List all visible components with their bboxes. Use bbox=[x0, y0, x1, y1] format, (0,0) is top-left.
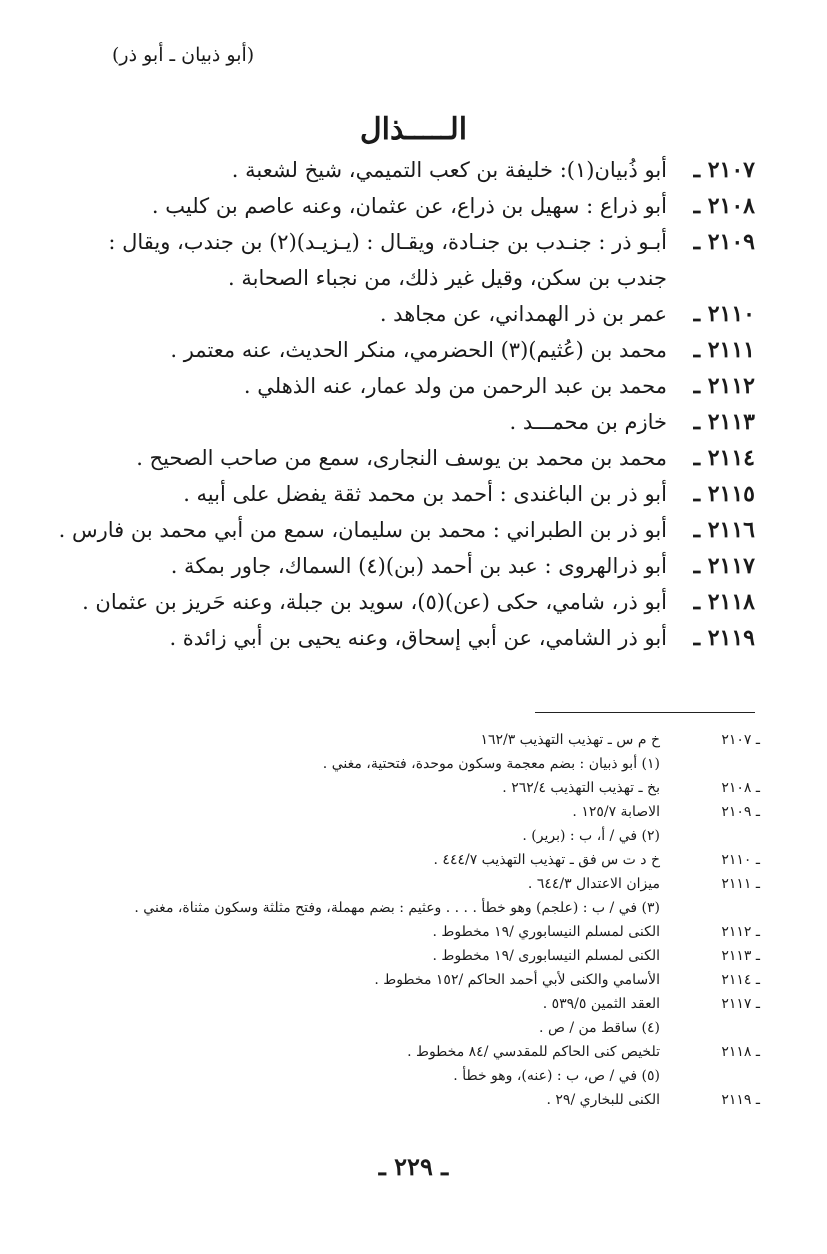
footnote-text: بخ ـ تهذيب التهذيب ٢٦٢/٤ . bbox=[502, 780, 660, 796]
footnote-line bbox=[120, 824, 760, 848]
footnote-text: الأسامي والكنى لأبي أحمد الحاكم /١٥٢ مخطوط . bbox=[374, 972, 660, 988]
entry-2117 bbox=[100, 548, 755, 584]
entry-text: خازم بن محمـــد . bbox=[509, 410, 667, 434]
entry-2114 bbox=[100, 440, 755, 476]
footnote-text: تلخيص كنى الحاكم للمقدسي /٨٤ مخطوط . bbox=[407, 1044, 660, 1060]
footnote-number bbox=[660, 824, 760, 848]
entry-2119 bbox=[100, 620, 755, 656]
footnote-number: ـ ٢١١٢ bbox=[721, 924, 760, 940]
footnote-line bbox=[120, 848, 760, 872]
entry-2111 bbox=[100, 332, 755, 368]
entry-number: ٢١١٣ ـ bbox=[693, 409, 755, 435]
footnote-line bbox=[120, 968, 760, 992]
footnote-text: (٢) في / أ، ب : (برير) . bbox=[522, 828, 660, 844]
entry-number: ٢١٠٧ ـ bbox=[693, 157, 755, 183]
footnote-text: خ م س ـ تهذيب التهذيب ١٦٢/٣ bbox=[480, 732, 660, 748]
entry-number: ٢١١١ ـ bbox=[693, 337, 755, 363]
footnote-text: خ د ت س فق ـ تهذيب التهذيب ٤٤٤/٧ . bbox=[433, 852, 660, 868]
entry-text: عمر بن ذر الهمداني، عن مجاهد . bbox=[379, 302, 667, 326]
entry-number: ٢١١٢ ـ bbox=[693, 373, 755, 399]
entry-2109-continued bbox=[100, 260, 755, 296]
footnote-text: العقد الثمين ٥٣٩/٥ . bbox=[542, 996, 660, 1012]
entry-2107 bbox=[100, 152, 755, 188]
footnote-number: ـ ٢١٠٩ bbox=[721, 804, 760, 820]
footnote-text: الاصابة ١٢٥/٧ . bbox=[572, 804, 660, 820]
footnote-line bbox=[120, 1040, 760, 1064]
entry-text: أبو ذرالهروى : عبد بن أحمد (بن)(٤) السماك، جاور بمكة . bbox=[170, 554, 667, 578]
footnote-line bbox=[120, 896, 760, 920]
footnote-divider bbox=[535, 712, 755, 713]
footnote-text: الكنى للبخاري /٢٩ . bbox=[546, 1092, 660, 1108]
footnote-number bbox=[660, 896, 760, 920]
footnote-text: (٤) ساقط من / ص . bbox=[539, 1020, 660, 1036]
footnote-line bbox=[120, 728, 760, 752]
section-title: الـــــذال bbox=[359, 112, 468, 147]
entry-2116 bbox=[58, 512, 755, 548]
entry-2109 bbox=[100, 224, 755, 260]
footnote-number: ـ ٢١١٣ bbox=[721, 948, 760, 964]
footnote-line bbox=[120, 1016, 760, 1040]
footnote-text: الكنى لمسلم النيسابورى /١٩ مخطوط . bbox=[432, 948, 660, 964]
entry-text: أبو ذر الشامي، عن أبي إسحاق، وعنه يحيى بن أبي زائدة . bbox=[169, 626, 667, 650]
entry-text: أبو ذراع : سهيل بن ذراع، عن عثمان، وعنه عاصم بن كليب . bbox=[151, 194, 667, 218]
entry-number: ٢١١٩ ـ bbox=[693, 625, 755, 651]
entry-2113 bbox=[100, 404, 755, 440]
footnote-text: (٥) في / ص، ب : (عنه)، وهو خطأ . bbox=[453, 1068, 660, 1084]
footnote-number: ـ ٢١١٧ bbox=[721, 996, 760, 1012]
entry-number: ٢١٠٩ ـ bbox=[693, 229, 755, 255]
footnote-line bbox=[120, 872, 760, 896]
footnotes-list bbox=[120, 728, 760, 1112]
footnote-line bbox=[120, 776, 760, 800]
footnote-number: ـ ٢١٠٨ bbox=[721, 780, 760, 796]
footnote-number bbox=[660, 1016, 760, 1040]
footnote-number: ـ ٢١١١ bbox=[721, 876, 760, 892]
footnote-number: ـ ٢١٠٧ bbox=[721, 732, 760, 748]
footnote-number bbox=[660, 1064, 760, 1088]
footnote-line bbox=[120, 1064, 760, 1088]
entry-2118 bbox=[82, 584, 755, 620]
footnote-number bbox=[660, 752, 760, 776]
footnote-text: (٣) في / ب : (علجم) وهو خطأ . . . . وعثيم : بضم مهملة، وفتح مثلثة وسكون مثناة، مغني . bbox=[134, 900, 660, 916]
footnote-number: ـ ٢١١٨ bbox=[721, 1044, 760, 1060]
entry-text: أبو ذُبيان(١): خليفة بن كعب التميمي، شيخ لشعبة . bbox=[231, 158, 667, 182]
entry-number: ٢١١٦ ـ bbox=[693, 517, 755, 543]
footnote-line bbox=[120, 800, 760, 824]
footnote-line bbox=[120, 920, 760, 944]
page-number: ـ ٢٢٩ ـ bbox=[378, 1152, 449, 1181]
entry-number: ٢١١٤ ـ bbox=[693, 445, 755, 471]
entry-number: ٢١١٨ ـ bbox=[693, 589, 755, 615]
entry-2110 bbox=[100, 296, 755, 332]
entry-number: ٢١١٧ ـ bbox=[693, 553, 755, 579]
entry-2112 bbox=[100, 368, 755, 404]
footnote-line bbox=[120, 752, 760, 776]
entry-text: محمد بن محمد بن يوسف النجارى، سمع من صاحب الصحيح . bbox=[136, 446, 667, 470]
footnote-number: ـ ٢١١٠ bbox=[721, 852, 760, 868]
footnote-text: الكنى لمسلم النيسابوري /١٩ مخطوط . bbox=[432, 924, 660, 940]
entry-number: ٢١١٥ ـ bbox=[693, 481, 755, 507]
footnote-number: ـ ٢١١٩ bbox=[721, 1092, 760, 1108]
entry-text: أبو ذر بن الباغندى : أحمد بن محمد ثقة يفضل على أبيه . bbox=[183, 482, 667, 506]
entry-2108 bbox=[100, 188, 755, 224]
entry-number: ٢١٠٨ ـ bbox=[693, 193, 755, 219]
footnote-line bbox=[120, 944, 760, 968]
entry-number: ٢١١٠ ـ bbox=[693, 301, 755, 327]
entry-text: أبـو ذر : جنـدب بن جنـادة، ويقـال : (يـزيـد)(٢) بن جندب، ويقال : bbox=[108, 230, 667, 254]
entry-text: محمد بن (عُثيم)(٣) الحضرمي، منكر الحديث، عنه معتمر . bbox=[170, 338, 667, 362]
footnote-line bbox=[120, 992, 760, 1016]
footnote-line bbox=[120, 1088, 760, 1112]
footnote-number: ـ ٢١١٤ bbox=[721, 972, 760, 988]
footnote-text: ميزان الاعتدال ٦٤٤/٣ . bbox=[527, 876, 660, 892]
entry-text: جندب بن سكن، وقيل غير ذلك، من نجباء الصحابة . bbox=[228, 266, 667, 290]
entry-text: محمد بن عبد الرحمن من ولد عمار، عنه الذهلي . bbox=[243, 374, 667, 398]
entry-2115 bbox=[100, 476, 755, 512]
entry-text: أبو ذر بن الطبراني : محمد بن سليمان، سمع من أبي محمد بن فارس . bbox=[58, 518, 667, 542]
footnote-text: (١) أبو ذبيان : بضم معجمة وسكون موحدة، فتحتية، مغني . bbox=[322, 756, 660, 772]
running-head: (أبو ذبيان ـ أبو ذر) bbox=[112, 44, 255, 66]
entry-text: أبو ذر، شامي، حكى (عن)(٥)، سويد بن جبلة، وعنه حَريز بن عثمان . bbox=[82, 590, 667, 614]
entries-list bbox=[58, 152, 755, 656]
